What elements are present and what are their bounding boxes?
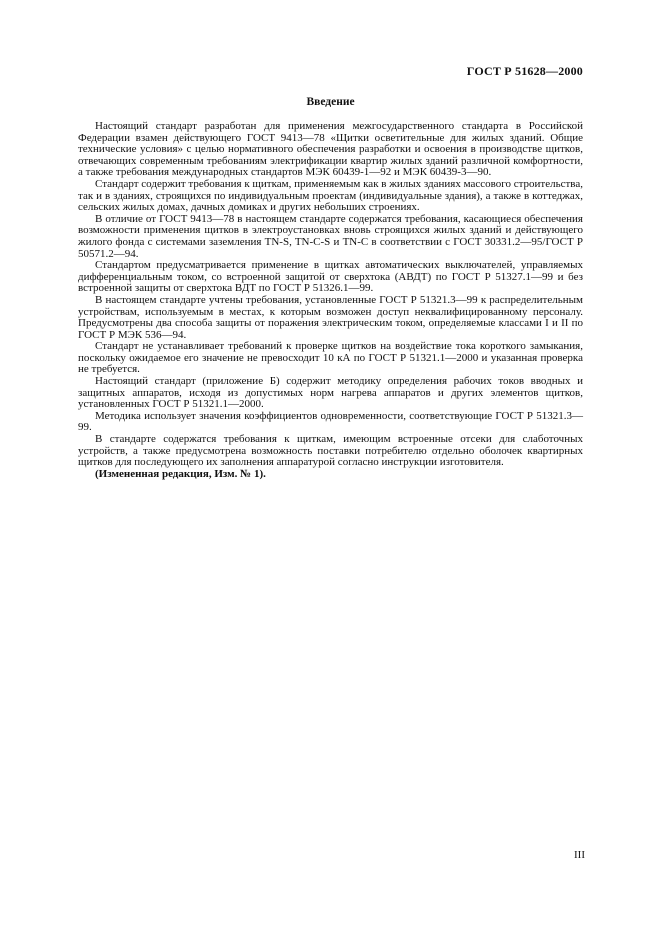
- paragraph-8: Методика использует значения коэффициентов одновременности, соответствующие ГОСТ Р 51321.3—99.: [78, 409, 583, 434]
- paragraph-9: В стандарте содержатся требования к щиткам, имеющим встроенные отсеки для слаботочных устройств, а также предусмотрена возможность поставки потребителю отдельно оболочек квартирных щитков для последующего их заполнения аппаратурой согласно инструкции изготовителя.: [78, 433, 583, 469]
- paragraph-7: Настоящий стандарт (приложение Б) содержит методику определения рабочих токов вводных и защитных аппаратов, исходя из допустимых норм нагрева аппаратов и других элементов щитков, установленных ГОСТ Р 51321.1—2000.: [78, 375, 583, 411]
- standard-number-header: ГОСТ Р 51628—2000: [466, 64, 583, 78]
- revision-note: (Измененная редакция, Изм. № 1).: [95, 467, 266, 480]
- paragraph-3: В отличие от ГОСТ 9413—78 в настоящем стандарте содержатся требования, касающиеся обеспечения возможности применения щитков в электроустановках вновь строящихся жилых зданий и действующего жилого фонда с системами заземления TN-S, TN-C-S и TN-C в соответствии с ГОСТ 30331.2—95/ГОСТ Р 50571.2—94.: [78, 212, 583, 260]
- page-number: III: [574, 849, 585, 861]
- paragraph-4: Стандартом предусматривается применение в щитках автоматических выключателей, управляемых дифференциальным током, со встроенной защитой от сверхтока (АВДТ) по ГОСТ Р 51327.1—99 и без встроенной защиты от сверхтока ВДТ по ГОСТ Р 51326.1—99.: [78, 259, 583, 295]
- paragraph-1: Настоящий стандарт разработан для применения межгосударственного стандарта в Российской Федерации взамен действующего ГОСТ 9413—78 «Щитки осветительные для жилых зданий. Общие технические условия» с целью нормативного обеспечения разработки и освоения в производстве щитков, отвечающих современным требованиям электрификации квартир жилых зданий различной комфортности, а также требования международных стандартов МЭК 60439-1—92 и МЭК 60439-3—90.: [78, 120, 583, 179]
- paragraph-5: В настоящем стандарте учтены требования, установленные ГОСТ Р 51321.3—99 к распределительным устройствам, используемым в местах, к которым возможен доступ неквалифицированному персоналу. Предусмотрены два способа защиты от поражения электрическим током, определяемые классами I и II по ГОСТ Р МЭК 536—94.: [78, 293, 583, 341]
- section-title: Введение: [306, 96, 355, 108]
- paragraph-2: Стандарт содержит требования к щиткам, применяемым как в жилых зданиях массового строительства, так и в зданиях, строящихся по индивидуальным проектам (индивидуальные здания), а также в коттеджах, сельских жилых домах, дачных домиках и других небольших строениях.: [78, 177, 583, 214]
- introduction-body: [78, 121, 583, 480]
- paragraph-6: Стандарт не устанавливает требований к проверке щитков на воздействие тока короткого замыкания, поскольку ожидаемое его значение не превосходит 10 кА по ГОСТ Р 51321.1—2000 и указанная проверка не требуется.: [78, 340, 583, 376]
